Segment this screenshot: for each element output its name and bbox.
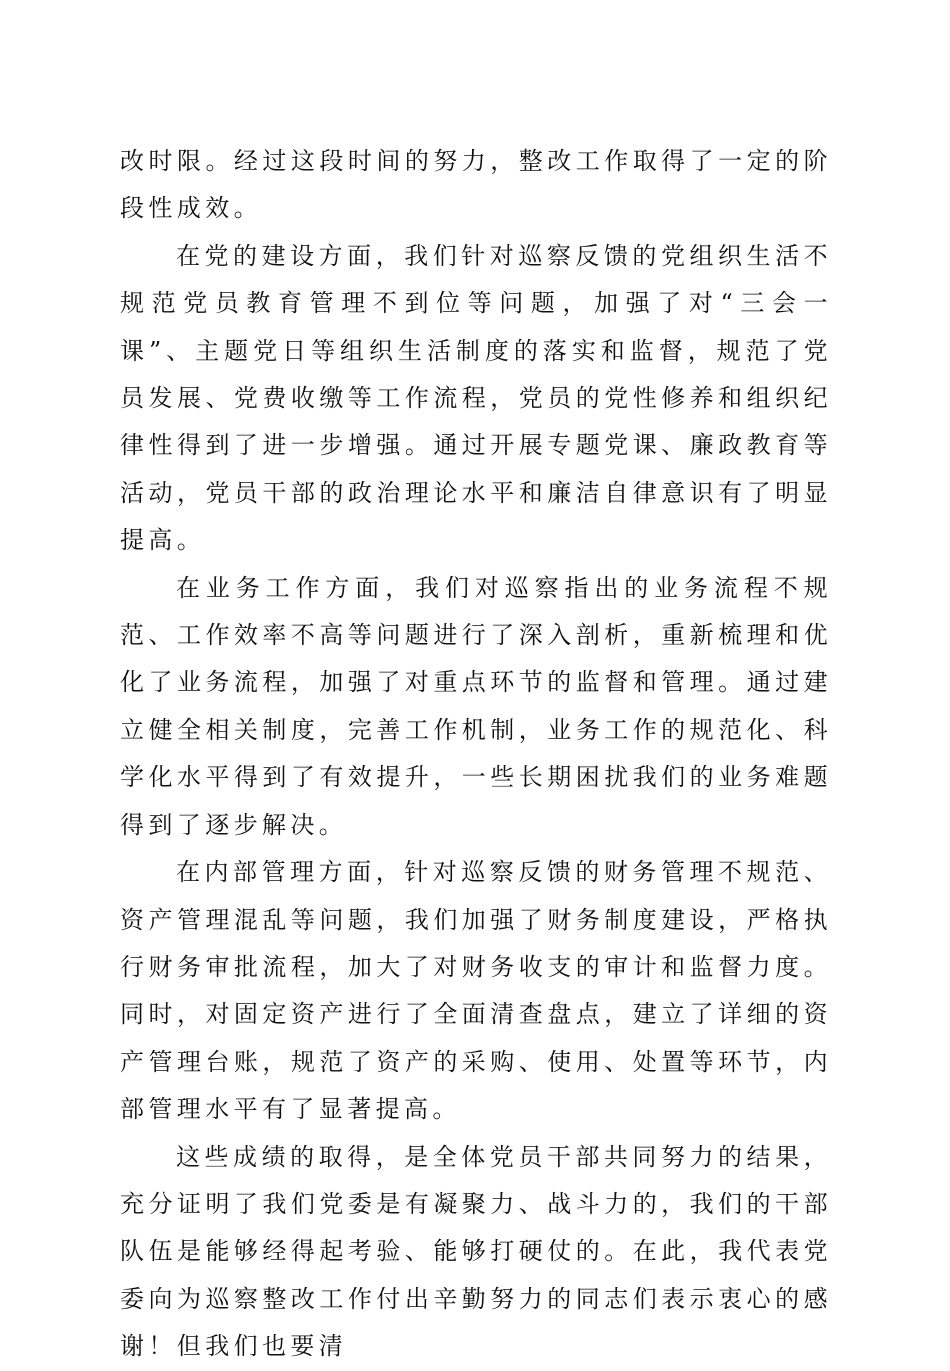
paragraph-business-work: 在业务工作方面，我们对巡察指出的业务流程不规范、工作效率不高等问题进行了深入剖析，重新梳理和优化了业务流程，加强了对重点环节的监督和管理。通过建立健全相关制度，完善工作机制，业务工作的规范化、科学化水平得到了有效提升，一些长期困扰我们的业务难题得到了逐步解决。	[120, 573, 832, 839]
paragraph-party-building: 在党的建设方面，我们针对巡察反馈的党组织生活不规范党员教育管理不到位等问题，加强了对“三会一课”、主题党日等组织生活制度的落实和监督，规范了党员发展、党费收缴等工作流程，党员的党性修养和组织纪律性得到了进一步增强。通过开展专题党课、廉政教育等活动，党员干部的政治理论水平和廉洁自律意识有了明显提高。	[120, 241, 832, 555]
paragraph-achievements: 这些成绩的取得，是全体党员干部共同努力的结果，充分证明了我们党委是有凝聚力、战斗力的，我们的干部队伍是能够经得起考验、能够打硬仗的。在此，我代表党委向为巡察整改工作付出辛勤努力的同志们表示衷心的感谢！但我们也要清	[120, 1142, 832, 1361]
document-body	[120, 138, 832, 1371]
paragraph-continuation: 改时限。经过这段时间的努力，整改工作取得了一定的阶段性成效。	[120, 147, 832, 223]
paragraph-internal-management: 在内部管理方面，针对巡察反馈的财务管理不规范、资产管理混乱等问题，我们加强了财务制度建设，严格执行财务审批流程，加大了对财务收支的审计和监督力度。同时，对固定资产进行了全面清查盘点，建立了详细的资产管理台账，规范了资产的采购、使用、处置等环节，内部管理水平有了显著提高。	[120, 858, 832, 1124]
